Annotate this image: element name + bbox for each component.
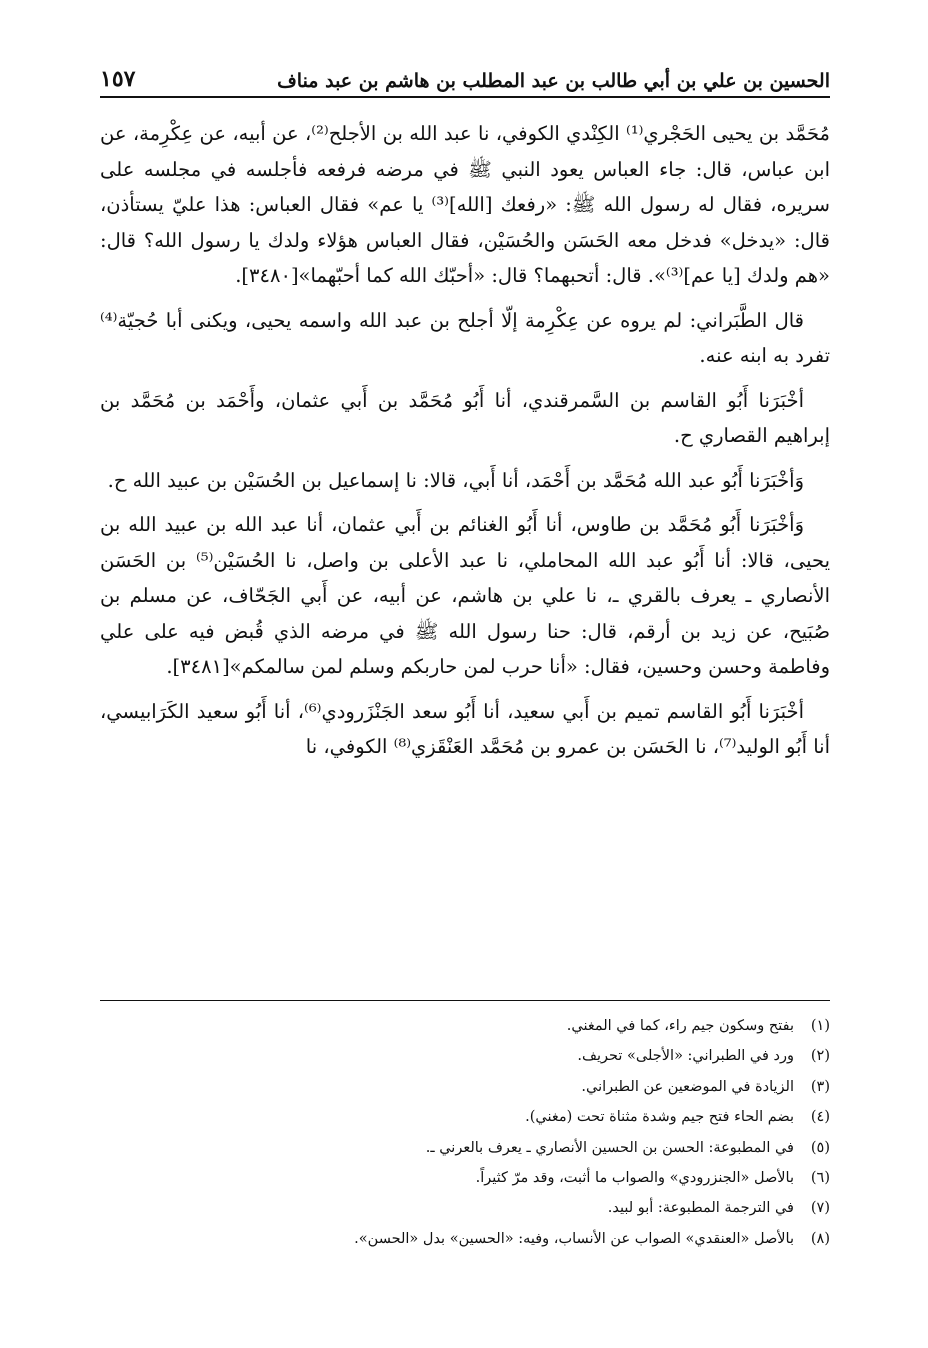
- footnote: [100, 1041, 830, 1071]
- paragraph: مُحَمَّد بن يحيى الحَجْري⁽¹⁾ الكِنْدي الكوفي، نا عبد الله بن الأجلح⁽²⁾، عن أبيه، عن عِكْرِمة، عن ابن عباس، قال: جاء العباس يعود النبي ﷺ في مرضه فرفعه فأجلسه في مجلسه على سريره، فقال له رسول الله ﷺ: «رفعك [الله]⁽³⁾ يا عم» فقال العباس: هذا عليّ يستأذن، قال: «يدخل» فدخل معه الحَسَن والحُسَيْن، فقال العباس هؤلاء ولدك يا رسول الله؟ قال: «هم ولدك [يا عم]⁽³⁾». قال: أتحبهما؟ قال: «أحبّك الله كما أحبّهما»[٣٤٨٠].: [100, 122, 830, 287]
- footnotes: [100, 1000, 830, 1254]
- footnote-text: بفتح وسكون جيم راء، كما في المغني.: [566, 1018, 794, 1034]
- footnote-number: (٤): [810, 1109, 830, 1126]
- footnote-number: (١): [810, 1018, 830, 1034]
- footnote: [100, 1193, 830, 1223]
- footnote-text: بضم الحاء فتح جيم وشدة مثناة تحت (مغني).: [525, 1109, 794, 1126]
- footnote-text: بالأصل «الجنزرودي» والصواب ما أثبت، وقد مرّ كثيراً.: [475, 1170, 794, 1187]
- paragraph: قال الطَّبَراني: لم يروه عن عِكْرِمة إلّا أجلح بن عبد الله واسمه يحيى، ويكنى أبا حُجيّة⁽⁴⁾ تفرد به ابنه عنه.: [100, 308, 830, 367]
- book-page: [100, 52, 830, 1292]
- footnote-number: (٣): [810, 1078, 830, 1095]
- footnote-divider: [100, 1000, 830, 1001]
- footnote-text: الزيادة في الموضعين عن الطبراني.: [581, 1078, 794, 1095]
- paragraph: وَأخْبَرَنا أَبُو عبد الله مُحَمَّد بن أَحْمَد، أنا أَبي، قالا: نا إسماعيل بن الحُسَيْن بن عبيد الله ح.: [107, 468, 804, 492]
- main-text: [100, 116, 830, 765]
- paragraph: أخْبَرَنا أَبُو القاسم تميم بن أَبي سعيد، أنا أَبُو سعد الجَنْزَرودي⁽⁶⁾، أنا أَبُو سعيد الكَرَابيسي، أنا أَبُو الوليد⁽⁷⁾، نا الحَسَن بن عمرو بن مُحَمَّد العَنْقَزي⁽⁸⁾ الكوفي، نا: [100, 699, 830, 758]
- footnote-text: ورد في الطبراني: «الأجلى» تحريف.: [577, 1048, 794, 1065]
- footnote-text: في الترجمة المطبوعة: أبو لبيد.: [607, 1200, 794, 1217]
- footnote: [100, 1224, 830, 1254]
- footnote-number: (٢): [810, 1048, 830, 1065]
- footnote-number: (٧): [810, 1200, 830, 1217]
- footnote: [100, 1133, 830, 1163]
- footnote: [100, 1072, 830, 1102]
- footnote-text: في المطبوعة: الحسن بن الحسين الأنصاري ـ يعرف بالعرني ـ.: [425, 1139, 794, 1156]
- footnote-text: بالأصل «العنقدي» الصواب عن الأنساب، وفيه: «الحسين» بدل «الحسن».: [354, 1230, 794, 1247]
- running-header: [100, 52, 830, 98]
- footnote-number: (٦): [810, 1170, 830, 1187]
- footnote-number: (٨): [810, 1230, 830, 1247]
- footnote: [100, 1163, 830, 1193]
- paragraph: أخْبَرَنا أَبُو القاسم بن السَّمرقندي، أنا أَبُو مُحَمَّد بن أَبي عثمان، وأَحْمَد بن مُحَمَّد بن إبراهيم القصاري ح.: [100, 388, 830, 447]
- footnote: [100, 1102, 830, 1132]
- header-title: الحسين بن علي بن أبي طالب بن عبد المطلب بن هاشم بن عبد مناف: [277, 70, 830, 92]
- footnote: [100, 1011, 830, 1041]
- footnote-number: (٥): [810, 1139, 830, 1156]
- page-number: ١٥٧: [100, 66, 136, 92]
- paragraph: وَأخْبَرَنا أَبُو مُحَمَّد بن طاوس، أنا أَبُو الغنائم بن أَبي عثمان، أنا عبد الله بن عبيد الله بن يحيى، قالا: أنا أَبُو عبد الله المحاملي، نا عبد الأعلى بن واصل، نا الحُسَيْن⁽⁵⁾ بن الحَسَن الأنصاري ـ يعرف بالقري ـ، نا علي بن هاشم، عن أبيه، عن أَبي الجَحّاف، عن مسلم بن صُبَيح، عن زيد بن أرقم، قال: حنا رسول الله ﷺ في مرضه الذي قُبض فيه على علي وفاطمة وحسن وحسين، فقال: «أنا حرب لمن حاربكم وسلم لمن سالمكم»[٣٤٨١].: [100, 513, 830, 678]
